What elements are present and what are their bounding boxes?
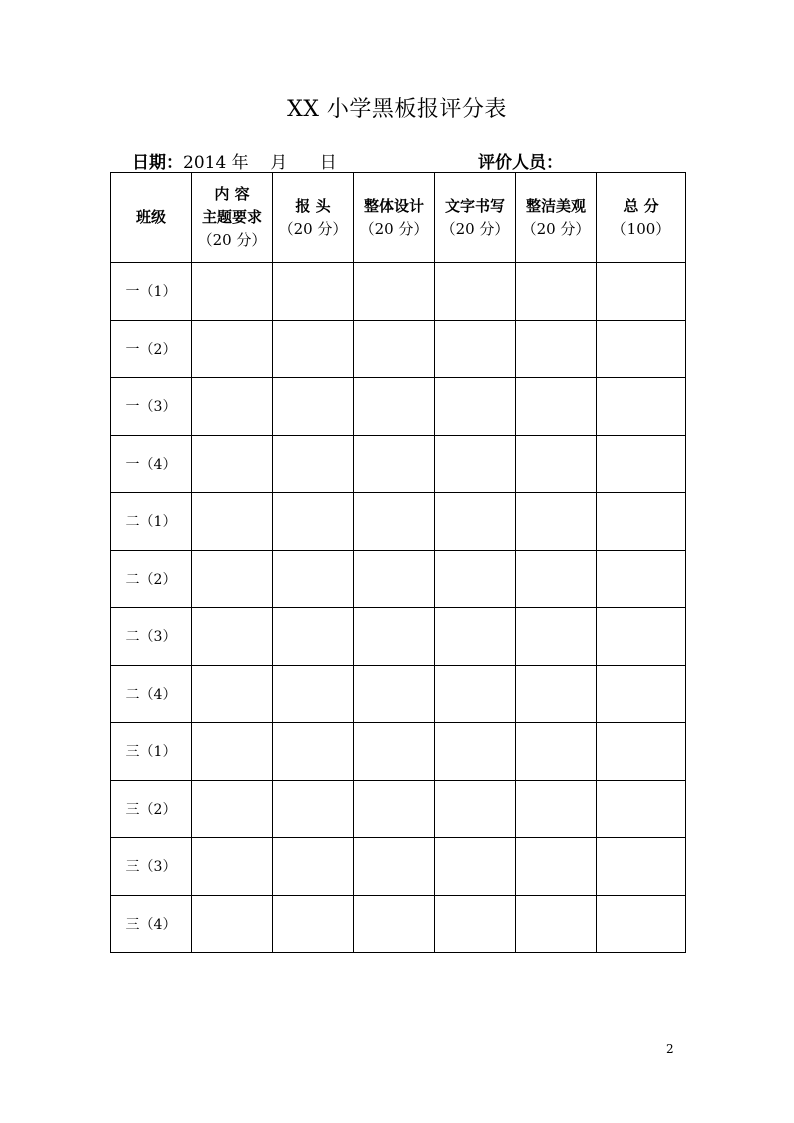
class-cell: 三（3） xyxy=(111,838,192,896)
score-cell[interactable] xyxy=(516,493,597,551)
score-cell[interactable] xyxy=(354,378,435,436)
table-row xyxy=(111,665,686,723)
score-cell[interactable] xyxy=(597,493,686,551)
class-cell: 二（1） xyxy=(111,493,192,551)
score-cell[interactable] xyxy=(354,320,435,378)
table-body xyxy=(111,263,686,953)
score-cell[interactable] xyxy=(273,608,354,666)
score-cell[interactable] xyxy=(597,378,686,436)
class-cell: 一（3） xyxy=(111,378,192,436)
score-cell[interactable] xyxy=(516,608,597,666)
score-cell[interactable] xyxy=(192,723,273,781)
score-cell[interactable] xyxy=(273,435,354,493)
score-cell[interactable] xyxy=(192,838,273,896)
score-cell[interactable] xyxy=(516,435,597,493)
score-cell[interactable] xyxy=(435,550,516,608)
score-cell[interactable] xyxy=(435,665,516,723)
score-cell[interactable] xyxy=(516,378,597,436)
score-cell[interactable] xyxy=(597,665,686,723)
score-cell[interactable] xyxy=(597,550,686,608)
class-cell: 二（3） xyxy=(111,608,192,666)
score-cell[interactable] xyxy=(516,723,597,781)
score-cell[interactable] xyxy=(435,435,516,493)
date-label: 日期： xyxy=(132,153,183,173)
score-cell[interactable] xyxy=(354,780,435,838)
class-cell: 三（1） xyxy=(111,723,192,781)
table-row xyxy=(111,378,686,436)
table-row xyxy=(111,263,686,321)
date-value: 2014 年 月 日 xyxy=(183,153,337,173)
class-cell: 一（4） xyxy=(111,435,192,493)
score-cell[interactable] xyxy=(273,723,354,781)
table-row xyxy=(111,550,686,608)
score-cell[interactable] xyxy=(354,550,435,608)
score-cell[interactable] xyxy=(435,493,516,551)
score-cell[interactable] xyxy=(192,263,273,321)
header-row xyxy=(111,173,686,263)
score-cell[interactable] xyxy=(354,723,435,781)
table-row xyxy=(111,493,686,551)
score-cell[interactable] xyxy=(273,263,354,321)
score-cell[interactable] xyxy=(354,493,435,551)
score-cell[interactable] xyxy=(192,378,273,436)
table-row xyxy=(111,838,686,896)
score-cell[interactable] xyxy=(597,780,686,838)
score-cell[interactable] xyxy=(597,608,686,666)
score-cell[interactable] xyxy=(354,895,435,953)
score-cell[interactable] xyxy=(597,263,686,321)
score-cell[interactable] xyxy=(273,780,354,838)
table-row xyxy=(111,780,686,838)
score-cell[interactable] xyxy=(435,723,516,781)
score-cell[interactable] xyxy=(192,493,273,551)
reviewer-label: 评价人员： xyxy=(478,153,563,173)
class-cell: 二（4） xyxy=(111,665,192,723)
header-writing: 文字书写 （20 分） xyxy=(435,173,516,263)
score-cell[interactable] xyxy=(516,263,597,321)
header-content: 内 容 主题要求 （20 分） xyxy=(192,173,273,263)
date-line xyxy=(132,148,337,173)
class-cell: 三（4） xyxy=(111,895,192,953)
score-cell[interactable] xyxy=(192,780,273,838)
score-cell[interactable] xyxy=(192,665,273,723)
class-cell: 一（2） xyxy=(111,320,192,378)
score-cell[interactable] xyxy=(516,665,597,723)
score-cell[interactable] xyxy=(597,895,686,953)
page-number: 2 xyxy=(666,1042,674,1056)
score-cell[interactable] xyxy=(435,895,516,953)
header-masthead: 报 头 （20 分） xyxy=(273,173,354,263)
score-cell[interactable] xyxy=(273,895,354,953)
table-row xyxy=(111,435,686,493)
score-cell[interactable] xyxy=(192,320,273,378)
score-cell[interactable] xyxy=(192,550,273,608)
score-cell[interactable] xyxy=(435,608,516,666)
score-cell[interactable] xyxy=(273,320,354,378)
score-cell[interactable] xyxy=(597,723,686,781)
class-cell: 二（2） xyxy=(111,550,192,608)
score-cell[interactable] xyxy=(435,780,516,838)
score-cell[interactable] xyxy=(354,608,435,666)
score-cell[interactable] xyxy=(273,838,354,896)
header-overall-design: 整体设计 （20 分） xyxy=(354,173,435,263)
score-cell[interactable] xyxy=(354,665,435,723)
score-cell[interactable] xyxy=(273,550,354,608)
score-cell[interactable] xyxy=(516,550,597,608)
score-cell[interactable] xyxy=(597,838,686,896)
score-cell[interactable] xyxy=(273,665,354,723)
table-row xyxy=(111,895,686,953)
score-cell[interactable] xyxy=(273,493,354,551)
class-cell: 三（2） xyxy=(111,780,192,838)
header-class: 班级 xyxy=(111,173,192,263)
score-cell[interactable] xyxy=(516,320,597,378)
header-neatness: 整洁美观 （20 分） xyxy=(516,173,597,263)
score-cell[interactable] xyxy=(516,895,597,953)
table-row xyxy=(111,608,686,666)
score-cell[interactable] xyxy=(273,378,354,436)
table-row xyxy=(111,320,686,378)
score-cell[interactable] xyxy=(192,895,273,953)
score-cell[interactable] xyxy=(435,378,516,436)
score-cell[interactable] xyxy=(435,263,516,321)
score-cell[interactable] xyxy=(354,838,435,896)
score-cell[interactable] xyxy=(597,320,686,378)
header-total: 总 分 （100） xyxy=(597,173,686,263)
score-cell[interactable] xyxy=(354,263,435,321)
score-table xyxy=(110,172,686,953)
table-row xyxy=(111,723,686,781)
score-cell[interactable] xyxy=(516,780,597,838)
class-cell: 一（1） xyxy=(111,263,192,321)
score-cell[interactable] xyxy=(435,838,516,896)
page-title: XX 小学黑板报评分表 xyxy=(287,97,507,122)
score-cell[interactable] xyxy=(354,435,435,493)
score-cell[interactable] xyxy=(516,838,597,896)
score-cell[interactable] xyxy=(192,435,273,493)
score-cell[interactable] xyxy=(192,608,273,666)
score-cell[interactable] xyxy=(435,320,516,378)
score-cell[interactable] xyxy=(597,435,686,493)
